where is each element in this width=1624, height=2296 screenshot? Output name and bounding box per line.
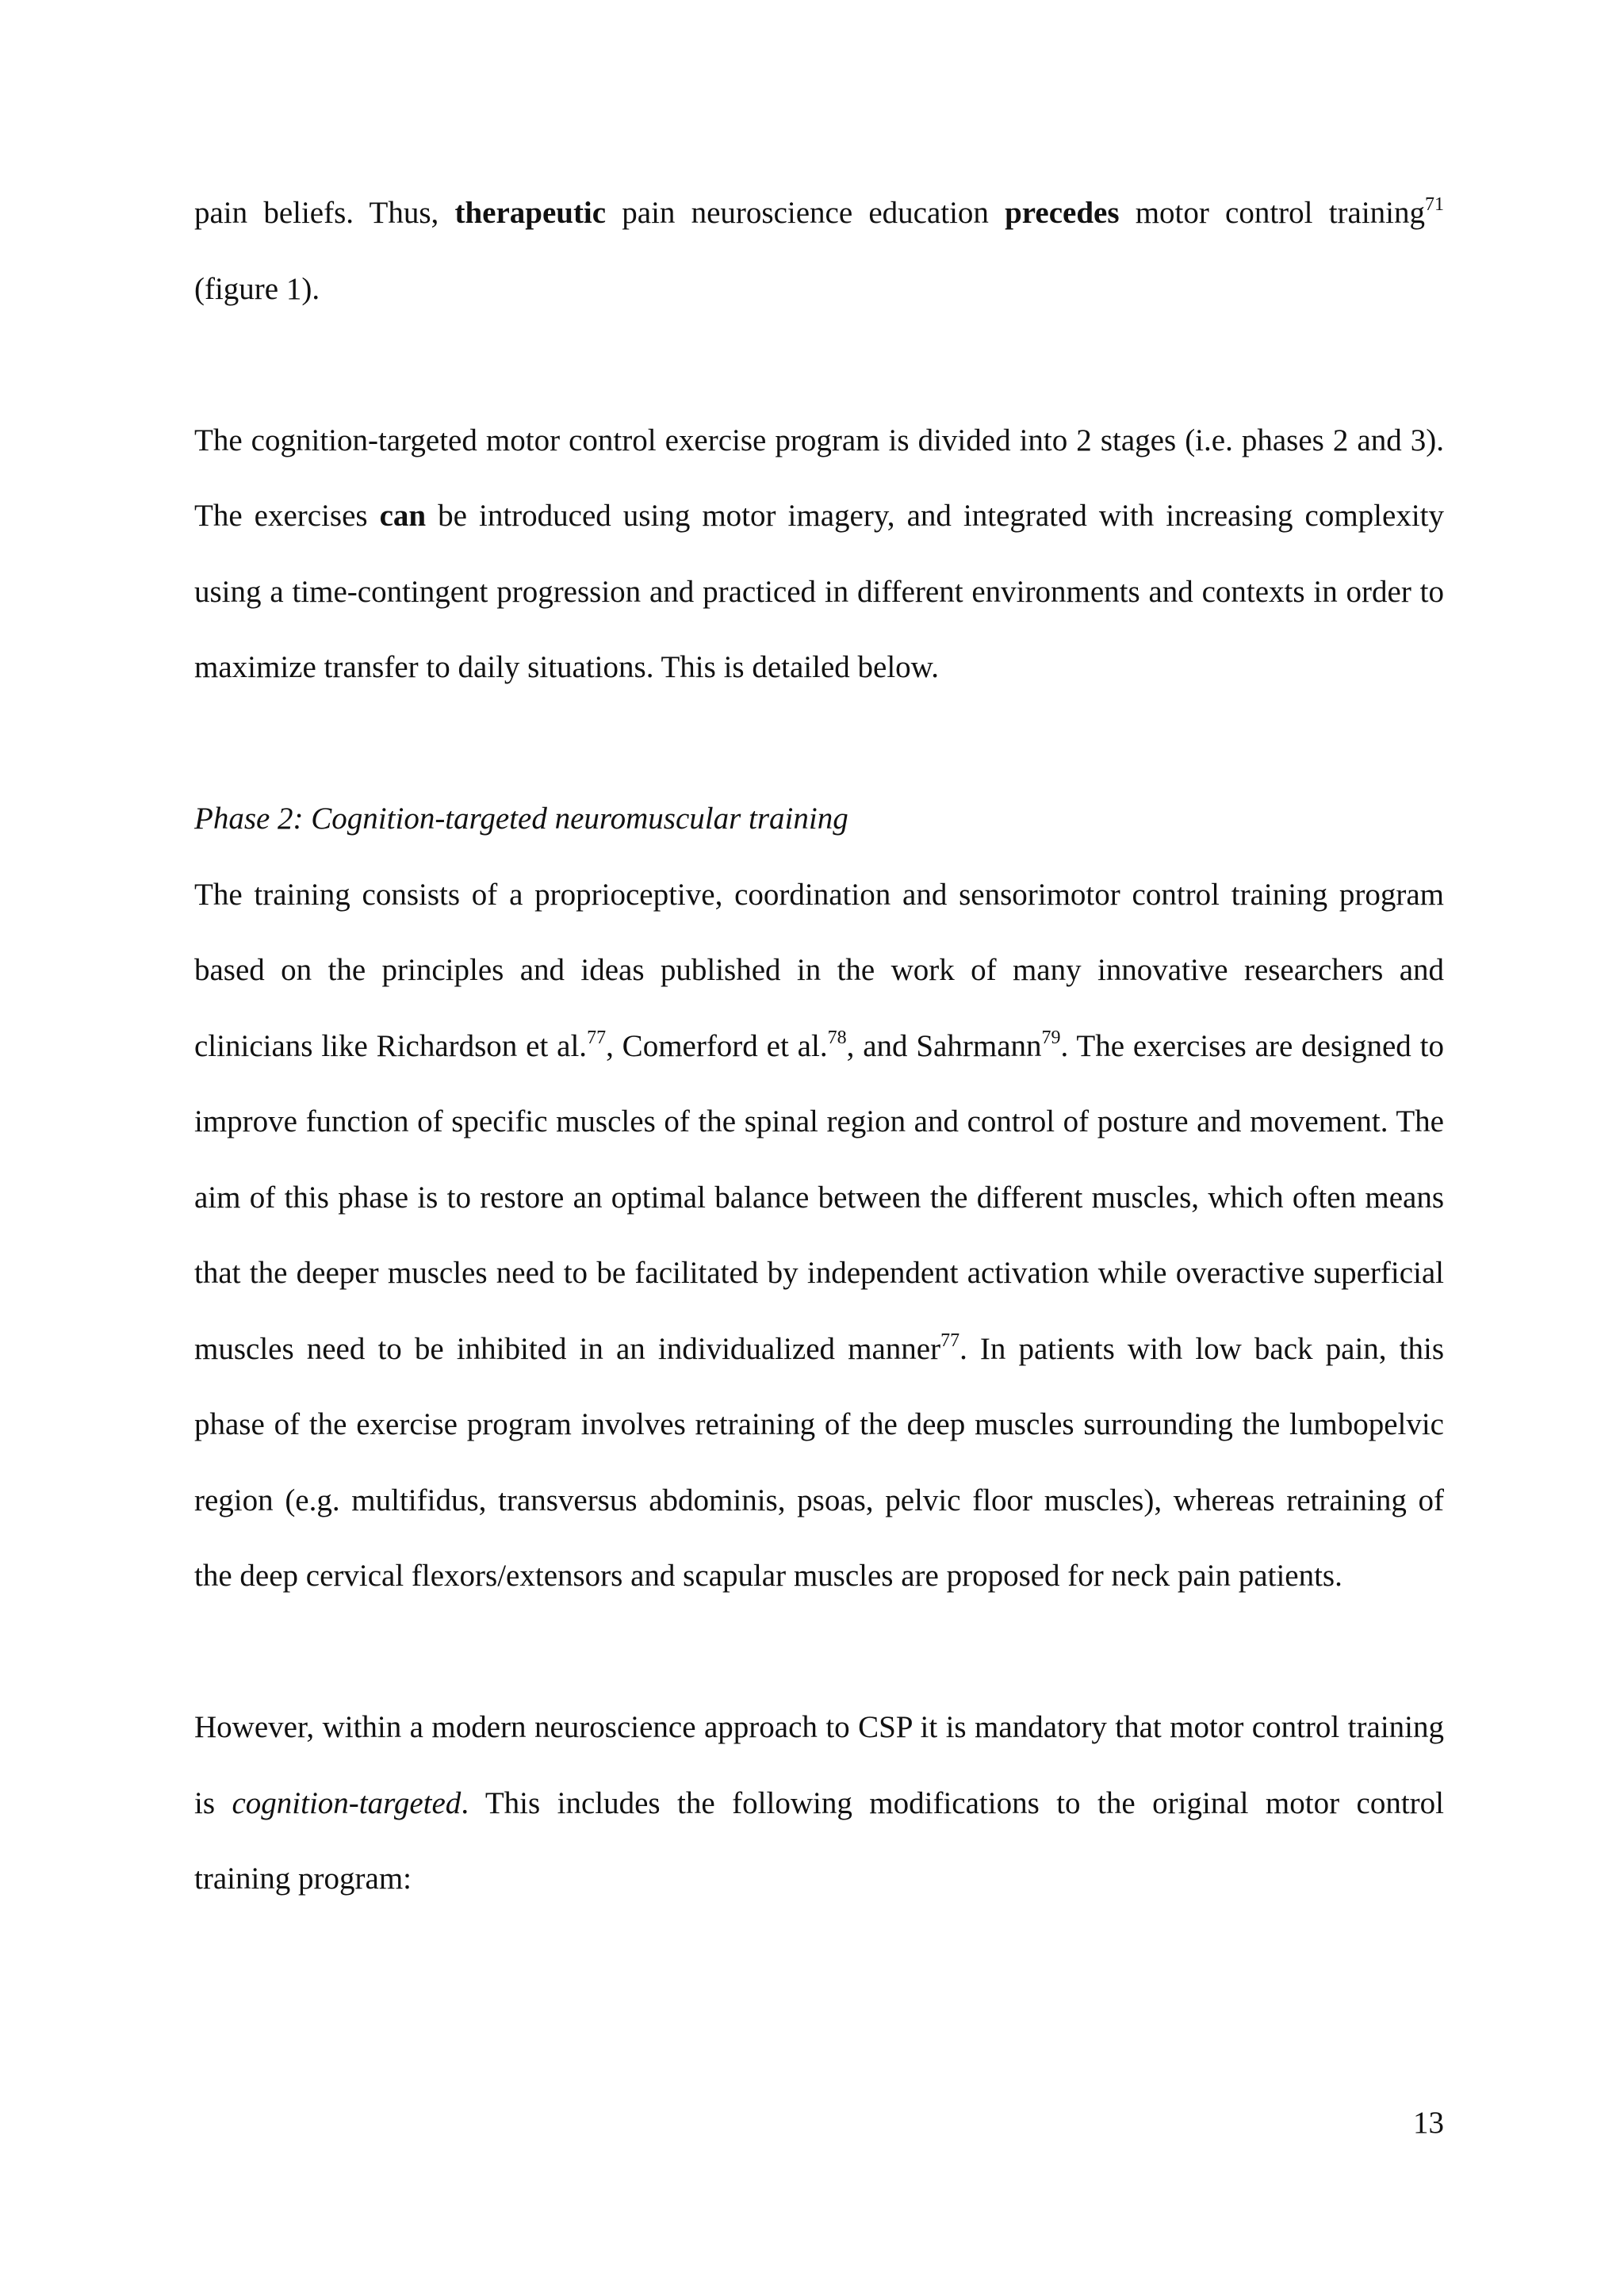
paragraph-cognition-targeted: However, within a modern neuroscience approach to CSP it is mandatory that motor control training is cognition-targeted. This includes the following modifications to the original motor control training program: (194, 1710, 1444, 1896)
citation-superscript: 78 (827, 1027, 847, 1048)
bold-can: can (379, 499, 427, 533)
citation-superscript: 71 (1425, 194, 1444, 215)
section-heading-phase-2: Phase 2: Cognition-targeted neuromuscular training (194, 802, 848, 836)
paragraph-program-stages: The cognition-targeted motor control exercise program is divided into 2 stages (i.e. phases 2 and 3). The exercises can be introduced using motor imagery, and integrated with increasing complexity using a time-contingent progression and practiced in different environments and contexts in order to maximize transfer to daily situations. This is detailed below. (194, 423, 1444, 684)
citation-superscript: 77 (940, 1330, 960, 1351)
paragraph-training-description: The training consists of a proprioceptive, coordination and sensorimotor control training program based on the principles and ideas published in the work of many innovative researchers and clinicians like Richardson et al.$^{77}$, Comerford et al.$^{78}$, and Sahrmann$^{79}$. The exercises are designed to improve function of specific muscles of the spinal region and control of posture and movement. The aim of this phase is to restore an optimal balance between the different muscles, which often means that the deeper muscles need to be facilitated by independent activation while overactive superficial muscles need to be inhibited in an individualized manner$^{77}$. In patients with low back pain, this phase of the exercise program involves retraining of the deep muscles surrounding the lumbopelvic region (e.g. multifidus, transversus abdominis, psoas, pelvic floor muscles), whereas retraining of the deep cervical flexors/extensors and scapular muscles are proposed for neck pain patients. (194, 877, 1444, 1593)
paragraph-gap (194, 1614, 1444, 1690)
bold-therapeutic: therapeutic (454, 196, 607, 230)
paragraph-gap (194, 706, 1444, 782)
italic-cognition-targeted: cognition-targeted (232, 1785, 462, 1820)
bold-precedes: precedes (1005, 196, 1120, 230)
page-body (194, 175, 1444, 1917)
paragraph-pain-beliefs: pain beliefs. Thus, therapeutic pain neuroscience education precedes motor control training$^{71}$ (figure 1). (194, 194, 1444, 306)
citation-superscript: 77 (587, 1027, 607, 1048)
paragraph-gap (194, 327, 1444, 403)
page-number: 13 (1413, 2106, 1444, 2140)
citation-superscript: 79 (1041, 1027, 1061, 1048)
